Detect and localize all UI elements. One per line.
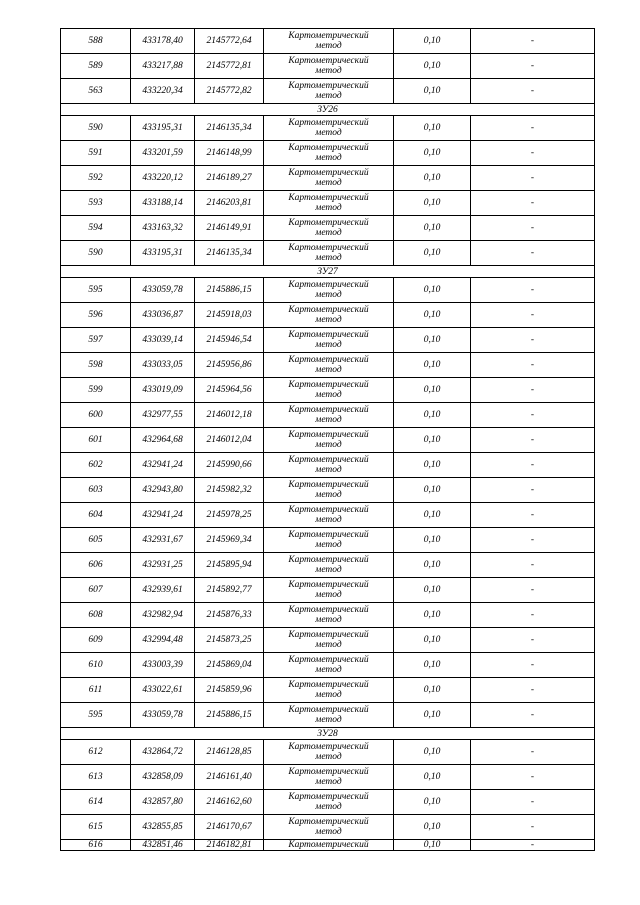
coordinate-x: 432855,85	[131, 815, 195, 840]
table-row	[61, 453, 595, 478]
group-header-row	[61, 266, 595, 278]
accuracy-value: 0,10	[394, 428, 471, 453]
method-cell	[264, 278, 394, 303]
method-line-2: метод	[315, 153, 342, 163]
method-line-1: Картометрический	[288, 505, 369, 515]
group-header-row	[61, 104, 595, 116]
coordinates-table	[60, 28, 595, 851]
accuracy-value: 0,10	[394, 840, 471, 851]
coordinate-y: 2146161,40	[195, 765, 264, 790]
method-line-2: метод	[315, 290, 342, 300]
table-row	[61, 79, 595, 104]
accuracy-value: 0,10	[394, 503, 471, 528]
method-line-1: Картометрический	[288, 430, 369, 440]
point-number: 599	[61, 378, 131, 403]
method-line-2: метод	[315, 440, 342, 450]
table-row	[61, 790, 595, 815]
table-row	[61, 216, 595, 241]
point-number: 604	[61, 503, 131, 528]
method-line-1: Картометрический	[288, 655, 369, 665]
method-line-2: метод	[315, 565, 342, 575]
accuracy-value: 0,10	[394, 79, 471, 104]
accuracy-value: 0,10	[394, 628, 471, 653]
method-line-1: Картометрический	[288, 168, 369, 178]
method-line-2: метод	[315, 128, 342, 138]
note-value: -	[471, 678, 595, 703]
method-line-2: метод	[315, 41, 342, 51]
coordinate-x: 432982,94	[131, 603, 195, 628]
coordinate-x: 433188,14	[131, 191, 195, 216]
table-row	[61, 553, 595, 578]
point-number: 591	[61, 141, 131, 166]
method-cell	[264, 678, 394, 703]
coordinate-y: 2145895,94	[195, 553, 264, 578]
accuracy-value: 0,10	[394, 54, 471, 79]
note-value: -	[471, 478, 595, 503]
accuracy-value: 0,10	[394, 328, 471, 353]
method-line-1: Картометрический	[288, 630, 369, 640]
point-number: 593	[61, 191, 131, 216]
table-row	[61, 29, 595, 54]
note-value: -	[471, 29, 595, 54]
method-line-2: метод	[315, 415, 342, 425]
table-row	[61, 54, 595, 79]
coordinate-x: 433059,78	[131, 703, 195, 728]
coordinate-y: 2145869,04	[195, 653, 264, 678]
method-line-1: Картометрический	[288, 480, 369, 490]
coordinate-y: 2146135,34	[195, 116, 264, 141]
table-row	[61, 765, 595, 790]
method-cell	[264, 216, 394, 241]
accuracy-value: 0,10	[394, 141, 471, 166]
coordinate-x: 433033,05	[131, 353, 195, 378]
accuracy-value: 0,10	[394, 553, 471, 578]
method-line-2: метод	[315, 590, 342, 600]
point-number: 601	[61, 428, 131, 453]
method-cell	[264, 328, 394, 353]
method-line-1: Картометрический	[288, 305, 369, 315]
table-row	[61, 678, 595, 703]
accuracy-value: 0,10	[394, 740, 471, 765]
note-value: -	[471, 578, 595, 603]
note-value: -	[471, 79, 595, 104]
coordinate-x: 432931,25	[131, 553, 195, 578]
method-line-2: метод	[315, 390, 342, 400]
method-line-2: метод	[315, 515, 342, 525]
method-line-2: метод	[315, 203, 342, 213]
method-cell	[264, 503, 394, 528]
method-cell	[264, 453, 394, 478]
method-line-2: метод	[315, 253, 342, 263]
point-number: 595	[61, 278, 131, 303]
coordinate-x: 433195,31	[131, 241, 195, 266]
note-value: -	[471, 191, 595, 216]
point-number: 603	[61, 478, 131, 503]
point-number: 616	[61, 840, 131, 851]
accuracy-value: 0,10	[394, 241, 471, 266]
note-value: -	[471, 703, 595, 728]
method-cell	[264, 303, 394, 328]
method-line-2: метод	[315, 66, 342, 76]
point-number: 589	[61, 54, 131, 79]
method-cell	[264, 428, 394, 453]
coordinate-y: 2145982,32	[195, 478, 264, 503]
note-value: -	[471, 353, 595, 378]
method-cell	[264, 141, 394, 166]
note-value: -	[471, 628, 595, 653]
table-row	[61, 653, 595, 678]
coordinate-y: 2145859,96	[195, 678, 264, 703]
point-number: 590	[61, 116, 131, 141]
method-line-1: Картометрический	[288, 555, 369, 565]
point-number: 602	[61, 453, 131, 478]
table-row	[61, 578, 595, 603]
coordinate-x: 432964,68	[131, 428, 195, 453]
coordinate-y: 2146148,99	[195, 141, 264, 166]
method-line-2: метод	[315, 715, 342, 725]
method-line-1: Картометрический	[288, 530, 369, 540]
table-row	[61, 603, 595, 628]
accuracy-value: 0,10	[394, 678, 471, 703]
method-cell	[264, 353, 394, 378]
method-line-2: метод	[315, 777, 342, 787]
coordinate-y: 2145956,86	[195, 353, 264, 378]
table-row	[61, 503, 595, 528]
point-number: 615	[61, 815, 131, 840]
method-line-2: метод	[315, 540, 342, 550]
coordinate-y: 2145892,77	[195, 578, 264, 603]
coordinate-y: 2146012,04	[195, 428, 264, 453]
point-number: 611	[61, 678, 131, 703]
accuracy-value: 0,10	[394, 765, 471, 790]
table-row	[61, 278, 595, 303]
method-line-2: метод	[315, 752, 342, 762]
coordinate-x: 433059,78	[131, 278, 195, 303]
coordinates-table-body	[61, 29, 595, 851]
coordinate-x: 432858,09	[131, 765, 195, 790]
method-line-1: Картометрический	[288, 243, 369, 253]
method-cell	[264, 628, 394, 653]
method-line-2: метод	[315, 465, 342, 475]
method-cell	[264, 603, 394, 628]
method-line-2: метод	[315, 340, 342, 350]
method-line-2: метод	[315, 91, 342, 101]
note-value: -	[471, 328, 595, 353]
coordinates-table-sheet	[60, 28, 594, 851]
coordinate-x: 432931,67	[131, 528, 195, 553]
table-row	[61, 403, 595, 428]
note-value: -	[471, 428, 595, 453]
method-line-1: Картометрический	[288, 767, 369, 777]
method-line-1: Картометрический	[288, 330, 369, 340]
coordinate-y: 2146162,60	[195, 790, 264, 815]
method-cell	[264, 765, 394, 790]
method-line-1: Картометрический	[288, 817, 369, 827]
method-line-1: Картометрический	[288, 31, 369, 41]
table-row	[61, 116, 595, 141]
group-label: ЗУ28	[61, 728, 595, 740]
note-value: -	[471, 653, 595, 678]
point-number: 592	[61, 166, 131, 191]
table-row	[61, 628, 595, 653]
coordinate-x: 433036,87	[131, 303, 195, 328]
method-cell	[264, 166, 394, 191]
note-value: -	[471, 278, 595, 303]
method-line-1: Картометрический	[288, 218, 369, 228]
table-row	[61, 815, 595, 840]
coordinate-x: 432943,80	[131, 478, 195, 503]
table-row	[61, 328, 595, 353]
coordinate-y: 2145772,64	[195, 29, 264, 54]
coordinate-x: 432994,48	[131, 628, 195, 653]
group-label: ЗУ27	[61, 266, 595, 278]
point-number: 596	[61, 303, 131, 328]
point-number: 597	[61, 328, 131, 353]
coordinate-x: 433003,39	[131, 653, 195, 678]
coordinate-y: 2145946,54	[195, 328, 264, 353]
accuracy-value: 0,10	[394, 478, 471, 503]
note-value: -	[471, 503, 595, 528]
coordinate-x: 432939,61	[131, 578, 195, 603]
method-line-1: Картометрический	[288, 580, 369, 590]
coordinate-y: 2146149,91	[195, 216, 264, 241]
method-line-1: Картометрический	[288, 56, 369, 66]
coordinate-y: 2145772,81	[195, 54, 264, 79]
table-row	[61, 703, 595, 728]
coordinate-y: 2146170,67	[195, 815, 264, 840]
coordinate-y: 2146189,27	[195, 166, 264, 191]
accuracy-value: 0,10	[394, 353, 471, 378]
note-value: -	[471, 116, 595, 141]
method-cell	[264, 403, 394, 428]
point-number: 609	[61, 628, 131, 653]
note-value: -	[471, 303, 595, 328]
accuracy-value: 0,10	[394, 703, 471, 728]
note-value: -	[471, 603, 595, 628]
point-number: 610	[61, 653, 131, 678]
coordinate-x: 433201,59	[131, 141, 195, 166]
table-row	[61, 303, 595, 328]
method-line-1: Картометрический	[288, 605, 369, 615]
method-cell	[264, 191, 394, 216]
method-cell	[264, 815, 394, 840]
accuracy-value: 0,10	[394, 790, 471, 815]
method-line-1: Картометрический	[288, 280, 369, 290]
method-cell	[264, 54, 394, 79]
coordinate-y: 2145918,03	[195, 303, 264, 328]
method-cell	[264, 553, 394, 578]
coordinate-x: 433022,61	[131, 678, 195, 703]
coordinate-x: 432977,55	[131, 403, 195, 428]
method-line-1: Картометрический	[288, 839, 369, 850]
method-line-1: Картометрический	[288, 143, 369, 153]
point-number: 606	[61, 553, 131, 578]
point-number: 607	[61, 578, 131, 603]
method-line-2: метод	[315, 827, 342, 837]
accuracy-value: 0,10	[394, 191, 471, 216]
coordinate-y: 2146012,18	[195, 403, 264, 428]
note-value: -	[471, 453, 595, 478]
table-row	[61, 840, 595, 851]
method-line-2: метод	[315, 615, 342, 625]
table-row	[61, 191, 595, 216]
method-line-2: метод	[315, 315, 342, 325]
point-number: 600	[61, 403, 131, 428]
accuracy-value: 0,10	[394, 303, 471, 328]
method-line-1: Картометрический	[288, 405, 369, 415]
note-value: -	[471, 815, 595, 840]
accuracy-value: 0,10	[394, 815, 471, 840]
method-line-1: Картометрический	[288, 680, 369, 690]
point-number: 608	[61, 603, 131, 628]
method-cell	[264, 578, 394, 603]
coordinate-y: 2145969,34	[195, 528, 264, 553]
coordinate-x: 432941,24	[131, 453, 195, 478]
method-cell	[264, 703, 394, 728]
method-cell	[264, 29, 394, 54]
table-row	[61, 478, 595, 503]
method-cell	[264, 241, 394, 266]
point-number: 605	[61, 528, 131, 553]
accuracy-value: 0,10	[394, 578, 471, 603]
note-value: -	[471, 740, 595, 765]
accuracy-value: 0,10	[394, 653, 471, 678]
coordinate-x: 432864,72	[131, 740, 195, 765]
coordinate-y: 2146135,34	[195, 241, 264, 266]
coordinate-x: 432857,80	[131, 790, 195, 815]
method-cell	[264, 528, 394, 553]
group-label: ЗУ26	[61, 104, 595, 116]
coordinate-x: 433217,88	[131, 54, 195, 79]
method-line-2: метод	[315, 490, 342, 500]
coordinate-y: 2146182,81	[195, 840, 264, 851]
table-row	[61, 378, 595, 403]
note-value: -	[471, 166, 595, 191]
coordinate-y: 2145876,33	[195, 603, 264, 628]
table-row	[61, 166, 595, 191]
coordinate-x: 432941,24	[131, 503, 195, 528]
method-line-1: Картометрический	[288, 792, 369, 802]
coordinate-y: 2145978,25	[195, 503, 264, 528]
method-line-1: Картометрический	[288, 355, 369, 365]
method-line-2: метод	[315, 802, 342, 812]
method-line-1: Картометрический	[288, 81, 369, 91]
method-line-1: Картометрический	[288, 742, 369, 752]
point-number: 612	[61, 740, 131, 765]
method-line-2: метод	[315, 640, 342, 650]
note-value: -	[471, 216, 595, 241]
accuracy-value: 0,10	[394, 278, 471, 303]
method-line-1: Картометрический	[288, 380, 369, 390]
method-line-2: метод	[315, 178, 342, 188]
accuracy-value: 0,10	[394, 403, 471, 428]
group-header-row	[61, 728, 595, 740]
table-row	[61, 740, 595, 765]
table-row	[61, 528, 595, 553]
accuracy-value: 0,10	[394, 166, 471, 191]
coordinate-x: 433220,12	[131, 166, 195, 191]
coordinate-x: 433178,40	[131, 29, 195, 54]
accuracy-value: 0,10	[394, 29, 471, 54]
table-row	[61, 353, 595, 378]
note-value: -	[471, 378, 595, 403]
method-cell	[264, 840, 394, 851]
point-number: 614	[61, 790, 131, 815]
table-row	[61, 141, 595, 166]
point-number: 613	[61, 765, 131, 790]
coordinate-x: 433220,34	[131, 79, 195, 104]
note-value: -	[471, 528, 595, 553]
coordinate-y: 2145873,25	[195, 628, 264, 653]
note-value: -	[471, 840, 595, 851]
coordinate-x: 433163,32	[131, 216, 195, 241]
point-number: 594	[61, 216, 131, 241]
point-number: 598	[61, 353, 131, 378]
accuracy-value: 0,10	[394, 378, 471, 403]
method-cell	[264, 79, 394, 104]
coordinate-y: 2146128,85	[195, 740, 264, 765]
method-line-1: Картометрический	[288, 705, 369, 715]
coordinate-y: 2145990,66	[195, 453, 264, 478]
coordinate-y: 2145886,15	[195, 703, 264, 728]
note-value: -	[471, 790, 595, 815]
table-row	[61, 241, 595, 266]
table-row	[61, 428, 595, 453]
coordinate-y: 2146203,81	[195, 191, 264, 216]
accuracy-value: 0,10	[394, 528, 471, 553]
method-cell	[264, 653, 394, 678]
note-value: -	[471, 403, 595, 428]
coordinate-y: 2145886,15	[195, 278, 264, 303]
note-value: -	[471, 553, 595, 578]
coordinate-x: 433195,31	[131, 116, 195, 141]
coordinate-x: 433019,09	[131, 378, 195, 403]
accuracy-value: 0,10	[394, 453, 471, 478]
note-value: -	[471, 141, 595, 166]
method-cell	[264, 116, 394, 141]
coordinate-x: 432851,46	[131, 840, 195, 851]
method-cell	[264, 740, 394, 765]
method-line-2: метод	[315, 665, 342, 675]
point-number: 595	[61, 703, 131, 728]
note-value: -	[471, 54, 595, 79]
method-cell	[264, 378, 394, 403]
method-line-2: метод	[315, 228, 342, 238]
accuracy-value: 0,10	[394, 216, 471, 241]
method-cell	[264, 478, 394, 503]
coordinate-y: 2145772,82	[195, 79, 264, 104]
method-line-1: Картометрический	[288, 193, 369, 203]
accuracy-value: 0,10	[394, 116, 471, 141]
method-line-2: метод	[315, 690, 342, 700]
method-line-2: метод	[315, 365, 342, 375]
accuracy-value: 0,10	[394, 603, 471, 628]
coordinate-y: 2145964,56	[195, 378, 264, 403]
method-cell	[264, 790, 394, 815]
point-number: 588	[61, 29, 131, 54]
note-value: -	[471, 765, 595, 790]
coordinate-x: 433039,14	[131, 328, 195, 353]
note-value: -	[471, 241, 595, 266]
method-line-1: Картометрический	[288, 118, 369, 128]
method-line-1: Картометрический	[288, 455, 369, 465]
point-number: 563	[61, 79, 131, 104]
point-number: 590	[61, 241, 131, 266]
